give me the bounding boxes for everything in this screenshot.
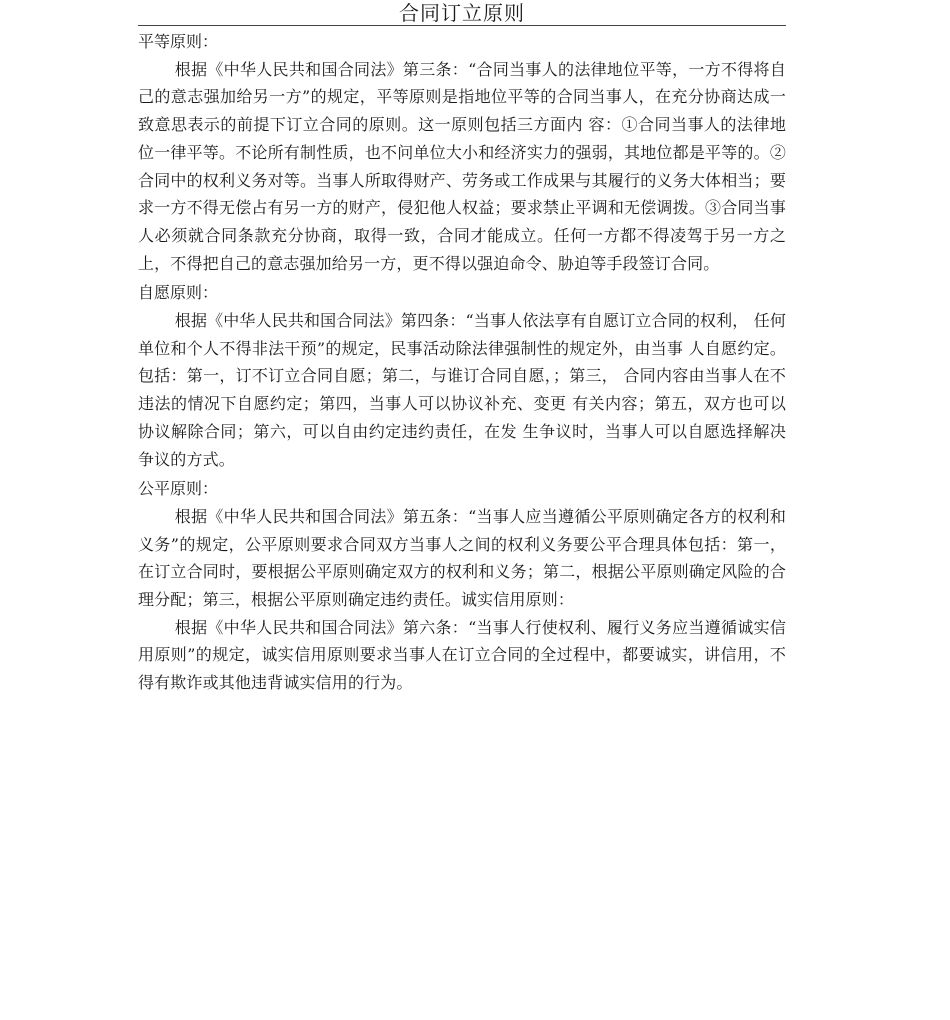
section-equality [138,28,786,277]
section-voluntariness [138,279,786,473]
paragraph: 根据《中华人民共和国合同法》第五条：“当事人应当遵循公平原则确定各方的权利和义务”的规定，公平原则要求合同双方当事人之间的权利义务要公平合理具体包括：第一，在订立合同时，要根据公平原则确定双方的权利和义务；第二，根据公平原则确定风险的合理分配；第三，根据公平原则确定违约责任。诚实信用原则： [138,506,786,610]
paragraph: 根据《中华人民共和国合同法》第六条：“当事人行使权利、履行义务应当遵循诚实信用原则”的规定，诚实信用原则要求当事人在订立合同的全过程中，都要诚实，讲信用，不得有欺诈或其他违背诚实信用的行为。 [138,617,786,693]
paragraph: 根据《中华人民共和国合同法》第三条：“合同当事人的法律地位平等，一方不得将自己的意志强加给另一方”的规定，平等原则是指地位平等的合同当事人，在充分协商达成一致意思表示的前提下订立合同的原则。这一原则包括三方面内 容：①合同当事人的法律地位一律平等。不论所有制性质，也不问单位大小和经济实力的强弱，其地位都是平等的。②合同中的权利义务对等。当事人所取得财产、劳务或工作成果与其履行的义务大体相当；要求一方不得无偿占有另一方的财产，侵犯他人权益；要求禁止平调和无偿调拨。③合同当事人必须就合同条款充分协商，取得一致，合同才能成立。任何一方都不得凌驾于另一方之上，不得把自己的意志强加给另一方，更不得以强迫命令、胁迫等手段签订合同。 [138,59,786,273]
document-title: 合同订立原则 [138,0,786,26]
section-heading: 自愿原则： [138,283,219,303]
section-heading: 平等原则： [138,32,219,51]
section-heading: 公平原则： [138,479,219,499]
document-page [138,0,786,697]
paragraph: 根据《中华人民共和国合同法》第四条：“当事人依法享有自愿订立合同的权利， 任何单位和个人不得非法干预”的规定，民事活动除法律强制性的规定外，由当事 人自愿约定。包括：第一，订不订立合同自愿；第二，与谁订合同自愿，；第三， 合同内容由当事人在不违法的情况下自愿约定；第四，当事人可以协议补充、变更 有关内容；第五，双方也可以协议解除合同；第六，可以自由约定违约责任，在发 生争议时，当事人可以自愿选择解决争议的方式。 [138,311,786,469]
section-fairness [138,475,786,697]
